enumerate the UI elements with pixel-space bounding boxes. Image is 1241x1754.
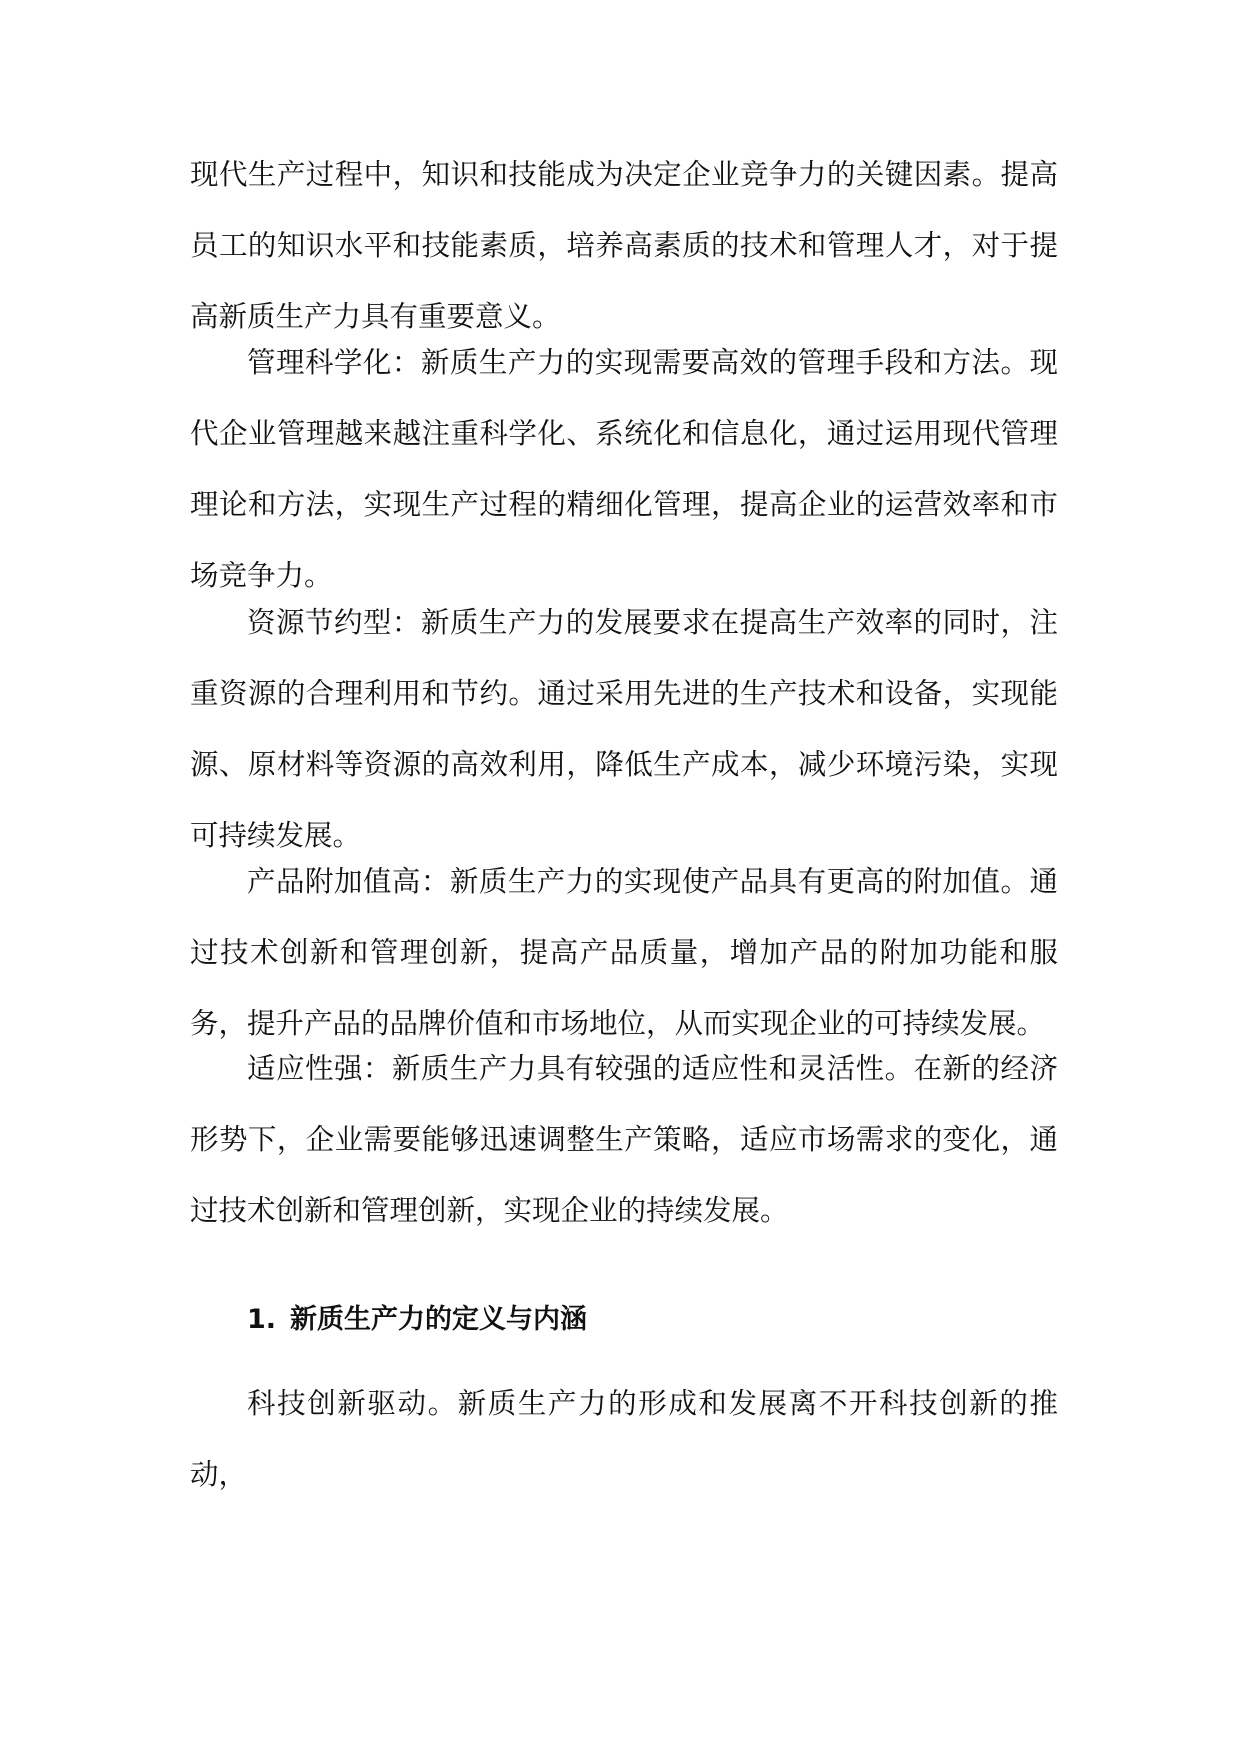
paragraph-tech-innovation: 科技创新驱动。新质生产力的形成和发展离不开科技创新的推动， [190,1387,1058,1491]
paragraph-adaptability: 适应性强：新质生产力具有较强的适应性和灵活性。在新的经济形势下，企业需要能够迅速调整生产策略，适应市场需求的变化，通过技术创新和管理创新，实现企业的持续发展。 [190,1052,1058,1227]
paragraph-added-value: 产品附加值高：新质生产力的实现使产品具有更高的附加值。通过技术创新和管理创新，提高产品质量，增加产品的附加功能和服务，提升产品的品牌价值和市场地位，从而实现企业的可持续发展。 [190,865,1058,1040]
section-heading [247,1300,587,1340]
section-number: 1. [247,1304,277,1335]
paragraph-continued: 现代生产过程中，知识和技能成为决定企业竞争力的关键因素。提高员工的知识水平和技能素质，培养高素质的技术和管理人才，对于提高新质生产力具有重要意义。 [190,158,1058,333]
paragraph-management: 管理科学化：新质生产力的实现需要高效的管理手段和方法。现代企业管理越来越注重科学化、系统化和信息化，通过运用现代管理理论和方法，实现生产过程的精细化管理，提高企业的运营效率和市场竞争力。 [190,346,1058,592]
section-title: 新质生产力的定义与内涵 [290,1304,588,1335]
paragraph-resource: 资源节约型：新质生产力的发展要求在提高生产效率的同时，注重资源的合理利用和节约。通过采用先进的生产技术和设备，实现能源、原材料等资源的高效利用，降低生产成本，减少环境污染，实现可持续发展。 [190,606,1058,852]
